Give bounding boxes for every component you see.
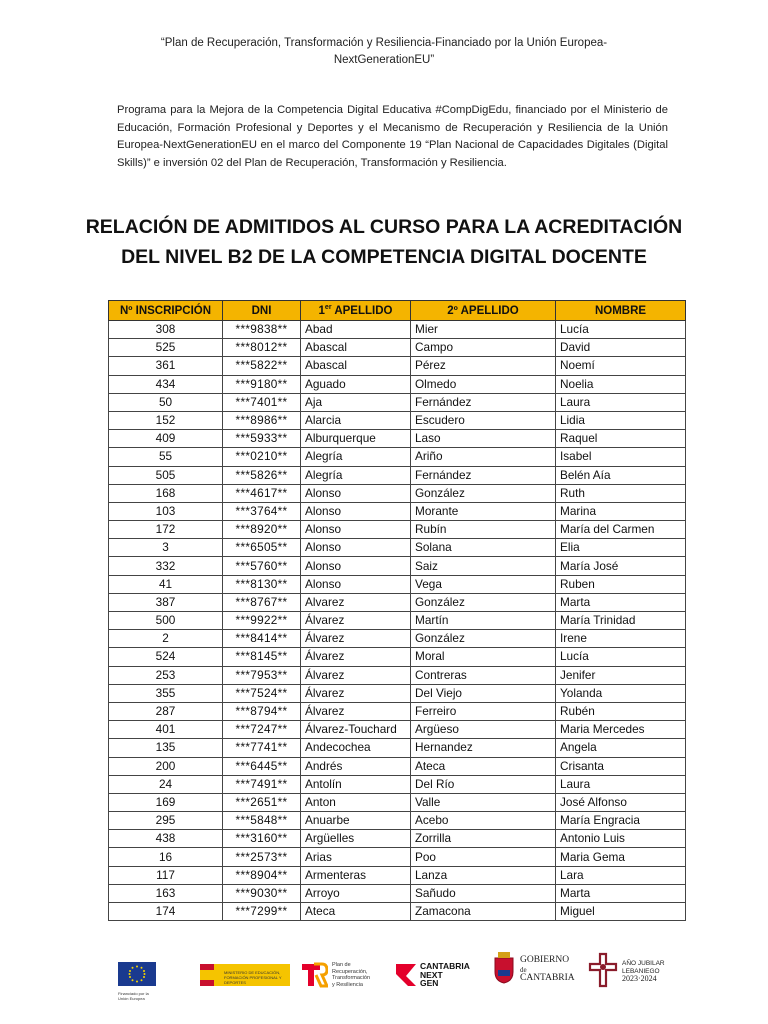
gobierno-cantabria-logo [492,952,582,996]
cantabria-next-gen-logo [394,962,480,996]
cell-apellido2: Del Viejo [411,684,556,702]
jubilar-line-1: AÑO JUBILAR [622,960,665,967]
gobierno-text [520,956,575,983]
cell-apellido1: Álvarez [301,630,411,648]
cell-inscripcion: 168 [109,484,223,502]
table-row [109,866,686,884]
cell-apellido2: Hernandez [411,739,556,757]
cell-inscripcion: 200 [109,757,223,775]
cell-apellido1: Alonso [301,502,411,520]
cell-dni: ***5822** [223,357,301,375]
ministerio-logo [200,964,290,986]
cell-nombre: Laura [556,775,686,793]
table-row [109,630,686,648]
table-row [109,793,686,811]
ministerio-caption: MINISTERIO DE EDUCACIÓN, FORMACIÓN PROFESIONAL Y DEPORTES [224,970,282,985]
cell-apellido1: Armenteras [301,866,411,884]
cell-apellido1: Abascal [301,339,411,357]
cell-apellido2: Ferreiro [411,702,556,720]
cell-apellido1: Ateca [301,903,411,921]
cell-apellido2: Del Río [411,775,556,793]
cell-nombre: Irene [556,630,686,648]
cell-dni: ***9838** [223,321,301,339]
cell-inscripcion: 2 [109,630,223,648]
header-dni: DNI [223,301,301,321]
cng-line-3: GEN [420,978,439,988]
cell-inscripcion: 169 [109,793,223,811]
header-inscripcion: Nº INSCRIPCIÓN [109,301,223,321]
table-row [109,448,686,466]
table-header-row [109,301,686,321]
cell-apellido2: Poo [411,848,556,866]
cell-apellido2: Solana [411,539,556,557]
cell-inscripcion: 500 [109,612,223,630]
table-row [109,521,686,539]
cell-apellido2: Contreras [411,666,556,684]
header-apellido1-sup: er [324,304,332,312]
cell-dni: ***7401** [223,393,301,411]
cell-nombre: Lucía [556,648,686,666]
prtr-line-2: Recuperación, [332,968,368,975]
cell-apellido2: Mier [411,321,556,339]
cell-apellido1: Aja [301,393,411,411]
table-row [109,557,686,575]
cell-apellido1: Antolín [301,775,411,793]
cell-apellido2: Olmedo [411,375,556,393]
cantabria-next-gen-text [420,962,470,988]
cell-nombre: Isabel [556,448,686,466]
header-apellido1 [301,301,411,321]
cell-apellido1: Alonso [301,539,411,557]
cell-inscripcion: 3 [109,539,223,557]
lebaniego-cross-icon [588,952,618,988]
cell-inscripcion: 505 [109,466,223,484]
cell-inscripcion: 152 [109,411,223,429]
cell-apellido2: Acebo [411,812,556,830]
cell-inscripcion: 174 [109,903,223,921]
cell-nombre: María Trinidad [556,612,686,630]
table-row [109,539,686,557]
cell-nombre: Lucía [556,321,686,339]
table-row [109,830,686,848]
prtr-line-3: Transformación [332,975,371,981]
table-row [109,903,686,921]
document-title [60,212,708,272]
title-line-2: DEL NIVEL B2 DE LA COMPETENCIA DIGITAL DOCENTE [121,246,647,268]
cell-inscripcion: 253 [109,666,223,684]
cell-inscripcion: 55 [109,448,223,466]
table-row [109,739,686,757]
cell-dni: ***6445** [223,757,301,775]
cell-apellido1: Anton [301,793,411,811]
table-row [109,884,686,902]
cell-apellido2: González [411,484,556,502]
cell-apellido2: Morante [411,502,556,520]
cell-dni: ***5933** [223,430,301,448]
table-row [109,502,686,520]
table-row [109,648,686,666]
cell-inscripcion: 308 [109,321,223,339]
cell-nombre: Noemí [556,357,686,375]
cell-nombre: Lidia [556,411,686,429]
cell-apellido1: Álvarez [301,612,411,630]
table-row [109,702,686,720]
table-row [109,848,686,866]
cell-apellido1: Álvarez-Touchard [301,721,411,739]
cell-apellido1: Arroyo [301,884,411,902]
cell-dni: ***7299** [223,903,301,921]
cell-nombre: Crisanta [556,757,686,775]
cell-inscripcion: 172 [109,521,223,539]
ano-jubilar-logo [588,952,678,996]
cell-apellido1: Alonso [301,557,411,575]
cell-dni: ***8130** [223,575,301,593]
cell-dni: ***8012** [223,339,301,357]
header-nombre: NOMBRE [556,301,686,321]
cell-nombre: Elia [556,539,686,557]
cell-dni: ***0210** [223,448,301,466]
cell-apellido1: Abascal [301,357,411,375]
cell-dni: ***4617** [223,484,301,502]
table-row [109,775,686,793]
table-row [109,812,686,830]
cell-dni: ***7247** [223,721,301,739]
cell-dni: ***8986** [223,411,301,429]
cell-nombre: Antonio Luis [556,830,686,848]
jubilar-text [622,960,665,983]
cell-apellido1: Abad [301,321,411,339]
cell-apellido1: Alonso [301,575,411,593]
eu-logo [118,962,160,1001]
cng-line-1: CANTABRIA [420,961,470,971]
jubilar-line-3: 2023·2024 [622,974,657,983]
cell-apellido2: González [411,630,556,648]
table-row [109,612,686,630]
cell-apellido1: Aguado [301,375,411,393]
table-row [109,684,686,702]
cell-apellido2: Valle [411,793,556,811]
table-row [109,666,686,684]
footer-logos [110,948,680,1001]
cell-apellido1: Álvarez [301,684,411,702]
cell-apellido1: Álvarez [301,648,411,666]
cell-apellido2: Fernández [411,466,556,484]
prtr-mark-icon [300,960,328,988]
table-row [109,393,686,411]
cell-nombre: Yolanda [556,684,686,702]
cell-dni: ***7524** [223,684,301,702]
eu-caption: Financiado por la Unión Europea [118,991,149,1001]
cell-dni: ***7491** [223,775,301,793]
cell-nombre: Marina [556,502,686,520]
cell-nombre: David [556,339,686,357]
cell-inscripcion: 163 [109,884,223,902]
cell-apellido2: Saiz [411,557,556,575]
cell-nombre: José Alfonso [556,793,686,811]
header-apellido2: 2º APELLIDO [411,301,556,321]
table-row [109,430,686,448]
cell-apellido1: Alburquerque [301,430,411,448]
cell-inscripcion: 387 [109,593,223,611]
jubilar-line-2: LEBANIEGO [622,967,660,975]
cell-apellido2: Campo [411,339,556,357]
cell-nombre: Ruben [556,575,686,593]
cell-apellido2: Ariño [411,448,556,466]
cell-dni: ***2573** [223,848,301,866]
prtr-line-4: y Resiliencia [332,981,363,988]
cell-apellido2: Ateca [411,757,556,775]
cell-apellido1: Alvarez [301,593,411,611]
cell-dni: ***5760** [223,557,301,575]
cell-apellido1: Alegría [301,448,411,466]
gobierno-line-1: GOBIERNO [520,955,570,965]
admitted-table [108,300,686,921]
cell-nombre: María José [556,557,686,575]
cell-nombre: Lara [556,866,686,884]
cell-apellido2: Laso [411,430,556,448]
cell-apellido2: Fernández [411,393,556,411]
cell-nombre: Maria Mercedes [556,721,686,739]
cell-nombre: Rubén [556,702,686,720]
cell-dni: ***9180** [223,375,301,393]
cell-dni: ***3160** [223,830,301,848]
cell-inscripcion: 524 [109,648,223,666]
cell-nombre: María Engracia [556,812,686,830]
table-row [109,411,686,429]
cell-apellido2: Pérez [411,357,556,375]
cell-nombre: Maria Gema [556,848,686,866]
cell-dni: ***8904** [223,866,301,884]
cell-nombre: Marta [556,884,686,902]
cell-dni: ***7953** [223,666,301,684]
cell-apellido2: Escudero [411,411,556,429]
cell-inscripcion: 409 [109,430,223,448]
cell-inscripcion: 50 [109,393,223,411]
cell-apellido2: Zorrilla [411,830,556,848]
cell-inscripcion: 295 [109,812,223,830]
cell-apellido2: Martín [411,612,556,630]
cell-apellido1: Andrés [301,757,411,775]
cell-nombre: Miguel [556,903,686,921]
cell-inscripcion: 434 [109,375,223,393]
cell-dni: ***5826** [223,466,301,484]
cell-apellido2: Rubín [411,521,556,539]
cell-apellido1: Álvarez [301,702,411,720]
cell-nombre: María del Carmen [556,521,686,539]
cell-dni: ***2651** [223,793,301,811]
cell-nombre: Marta [556,593,686,611]
cell-inscripcion: 16 [109,848,223,866]
cell-apellido2: Moral [411,648,556,666]
cell-inscripcion: 24 [109,775,223,793]
cell-nombre: Noelia [556,375,686,393]
cell-inscripcion: 41 [109,575,223,593]
cell-inscripcion: 438 [109,830,223,848]
cell-apellido1: Álvarez [301,666,411,684]
cell-apellido1: Alonso [301,521,411,539]
cell-inscripcion: 355 [109,684,223,702]
cell-nombre: Belén Aía [556,466,686,484]
cell-dni: ***9030** [223,884,301,902]
table-row [109,321,686,339]
cell-nombre: Jenifer [556,666,686,684]
cell-inscripcion: 401 [109,721,223,739]
cell-apellido2: González [411,593,556,611]
cell-inscripcion: 117 [109,866,223,884]
cell-dni: ***8794** [223,702,301,720]
gobierno-line-3: CANTABRIA [520,972,575,983]
cell-inscripcion: 525 [109,339,223,357]
cell-dni: ***6505** [223,539,301,557]
table-row [109,721,686,739]
cell-dni: ***8920** [223,521,301,539]
cng-line-2: NEXT [420,969,443,980]
cell-inscripcion: 103 [109,502,223,520]
cell-nombre: Laura [556,393,686,411]
cell-dni: ***8414** [223,630,301,648]
cell-nombre: Angela [556,739,686,757]
cell-inscripcion: 361 [109,357,223,375]
cell-apellido1: Alarcia [301,411,411,429]
cell-apellido2: Vega [411,575,556,593]
cell-apellido2: Argüeso [411,721,556,739]
prtr-line-1: Plan de [332,962,351,968]
cell-dni: ***3764** [223,502,301,520]
cell-apellido1: Alonso [301,484,411,502]
cell-apellido1: Arias [301,848,411,866]
header-apellido1-label: APELLIDO [331,304,393,317]
cell-apellido2: Zamacona [411,903,556,921]
cell-dni: ***8145** [223,648,301,666]
cell-nombre: Raquel [556,430,686,448]
cell-inscripcion: 135 [109,739,223,757]
eu-flag-icon [118,962,156,986]
cell-dni: ***9922** [223,612,301,630]
cell-inscripcion: 332 [109,557,223,575]
cell-apellido1: Alegría [301,466,411,484]
table-row [109,357,686,375]
header-apellido1-num: 1 [318,304,325,317]
prtr-text [332,962,370,988]
cell-apellido1: Argüelles [301,830,411,848]
cell-inscripcion: 287 [109,702,223,720]
table-row [109,339,686,357]
table-row [109,466,686,484]
title-line-1: RELACIÓN DE ADMITIDOS AL CURSO PARA LA ACREDITACIÓN [85,216,683,238]
table-row [109,757,686,775]
cell-dni: ***7741** [223,739,301,757]
gobierno-line-2: de [520,965,527,974]
cell-apellido2: Sañudo [411,884,556,902]
program-description: Programa para la Mejora de la Competencia Digital Educativa #CompDigEdu, financiado por el Ministerio de Educación, Formación Profesional y Deportes y el Mecanismo de Recuperación y Resiliencia de la Unión Europea-NextGenerationEU en el marco del Componente 19 “Plan Nacional de Capacidades Digitales (Digital Skills)” e inversión 02 del Plan de Recuperación, Transformación y Resiliencia. [117,104,668,169]
table-row [109,375,686,393]
header-funding-note: “Plan de Recuperación, Transformación y Resiliencia-Financiado por la Unión Europea-NextGenerationEU” [160,37,608,66]
prtr-logo [300,960,380,994]
cell-apellido2: Lanza [411,866,556,884]
cantabria-coat-of-arms-icon [492,952,516,984]
cell-nombre: Ruth [556,484,686,502]
table-row [109,484,686,502]
next-gen-arrow-icon [394,962,418,988]
table-row [109,593,686,611]
table-row [109,575,686,593]
cell-apellido1: Andecochea [301,739,411,757]
cell-dni: ***5848** [223,812,301,830]
cell-dni: ***8767** [223,593,301,611]
table-body [109,321,686,921]
cell-apellido1: Anuarbe [301,812,411,830]
